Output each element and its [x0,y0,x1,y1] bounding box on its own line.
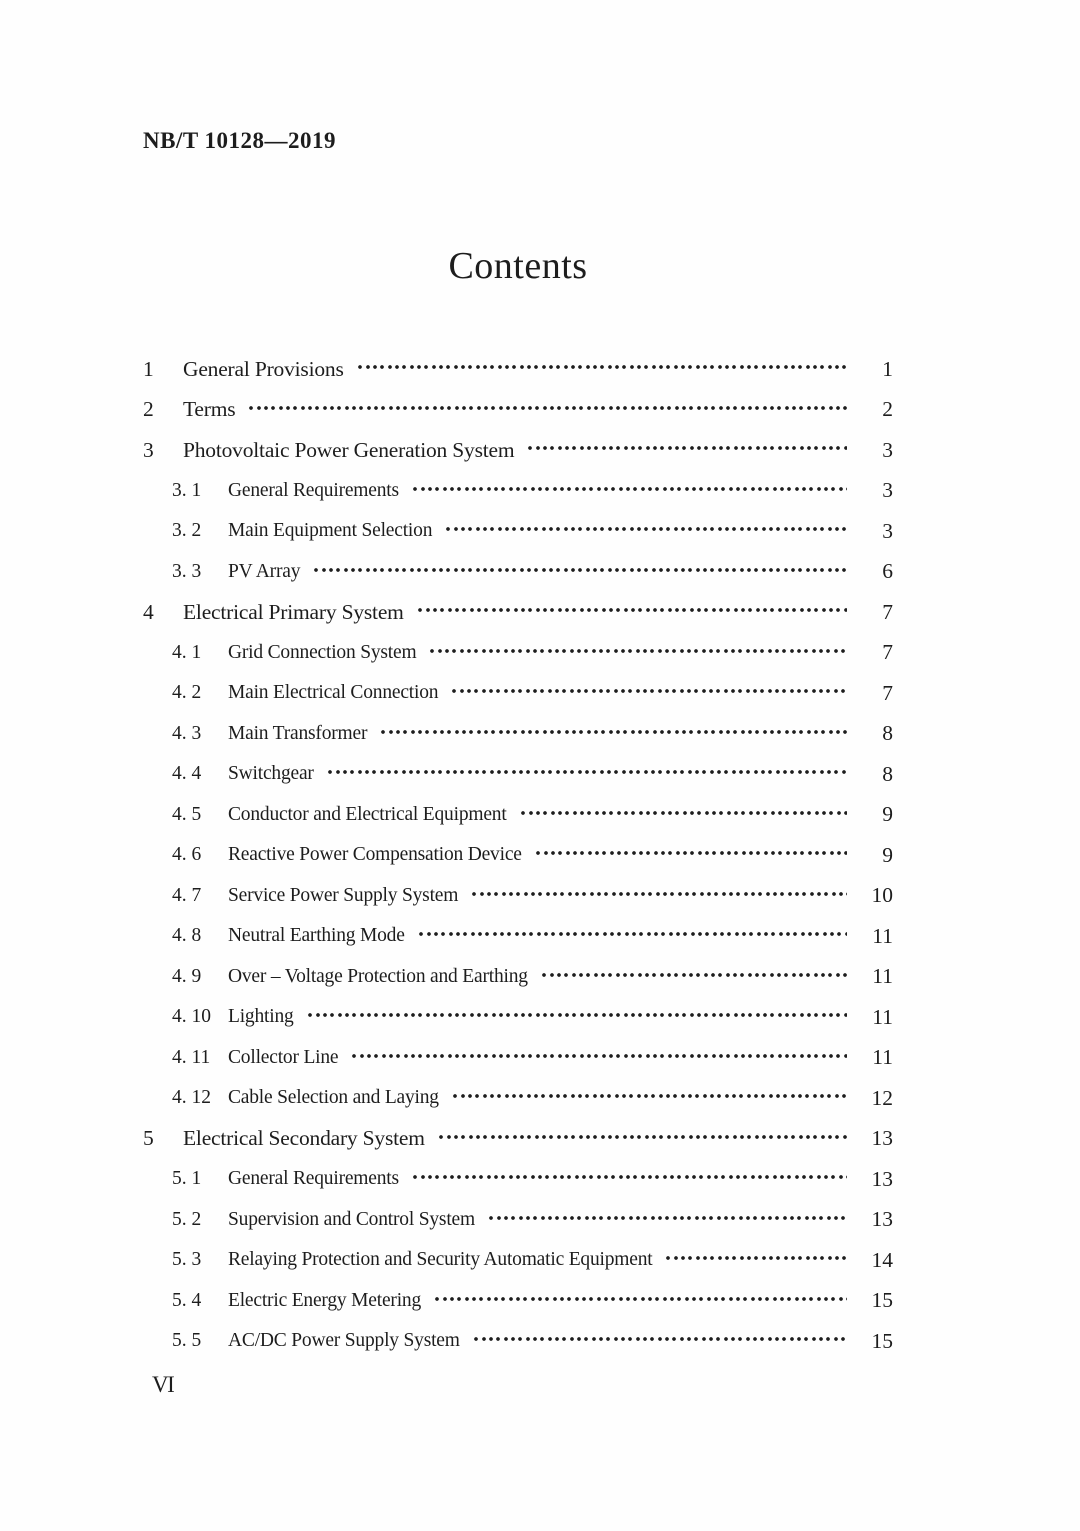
dot-leader [470,876,847,917]
standard-number-header: NB/T 10128—2019 [143,128,337,153]
toc-entry-page: 7 [882,680,893,705]
toc-entry-title: Reactive Power Compensation Device [228,844,522,866]
toc-entry-number: 5. 3 [172,1249,202,1271]
toc-entry [143,1200,893,1241]
toc-entry [143,1321,893,1362]
toc-entry [143,1038,893,1079]
toc-entry-number: 4. 11 [172,1046,211,1068]
toc-entry [143,916,893,957]
toc-entry-number: 4. 10 [172,1006,211,1028]
toc-entry [143,754,893,795]
dot-leader [326,754,847,795]
toc-entry-page: 7 [882,599,893,624]
toc-entry-number: 4. 8 [172,925,202,947]
page-number-footer: VI [152,1372,174,1397]
toc-entry-page: 13 [871,1126,893,1151]
toc-entry-page: 9 [882,842,893,867]
toc-entry-title: Switchgear [228,763,314,785]
toc-entry [143,471,893,512]
toc-entry-number: 4. 6 [172,844,202,866]
toc-entry-title: Terms [183,397,236,422]
toc-entry-page: 14 [871,1247,893,1272]
toc-entry [143,1159,893,1200]
toc-entry-title: Main Equipment Selection [228,520,433,542]
toc-entry-title: Neutral Earthing Mode [228,925,405,947]
toc-entry [143,835,893,876]
dot-leader [411,1159,847,1200]
toc-entry-number: 3 [143,437,154,462]
toc-entry-title: AC/DC Power Supply System [228,1330,460,1352]
toc-entry-number: 4. 4 [172,763,202,785]
dot-leader [437,1119,847,1160]
dot-leader [540,957,847,998]
toc-entry-page: 12 [871,1085,893,1110]
toc-entry [143,390,893,431]
dot-leader [526,430,847,471]
toc-entry-page: 10 [871,883,893,908]
dot-leader [433,1281,847,1322]
toc-entry-page: 11 [872,1045,893,1070]
toc-entry [143,511,893,552]
toc-entry-number: 4. 5 [172,803,202,825]
toc-entry-title: Service Power Supply System [228,884,459,906]
toc-entry [143,714,893,755]
toc-entry-page: 3 [882,518,893,543]
toc-entry-page: 11 [872,1004,893,1029]
dot-leader [356,349,847,390]
dot-leader [428,633,847,674]
toc-entry-number: 5. 2 [172,1208,202,1230]
toc-entry-page: 6 [882,559,893,584]
toc-list [143,349,893,1362]
toc-entry-title: Electrical Secondary System [183,1126,425,1151]
dot-leader [416,592,847,633]
toc-entry-number: 4. 9 [172,965,202,987]
toc-entry-number: 1 [143,356,154,381]
toc-entry [143,430,893,471]
toc-entry-number: 5. 4 [172,1289,202,1311]
dot-leader [350,1038,847,1079]
toc-entry [143,349,893,390]
toc-entry [143,592,893,633]
toc-entry-title: Cable Selection and Laying [228,1087,439,1109]
toc-entry-page: 11 [872,964,893,989]
toc-entry-number: 5 [143,1126,154,1151]
toc-entry-title: Main Electrical Connection [228,682,439,704]
toc-entry-title: Photovoltaic Power Generation System [183,437,515,462]
toc-entry-title: General Requirements [228,1168,399,1190]
toc-entry-number: 4. 1 [172,641,202,663]
dot-leader [450,673,847,714]
toc-entry [143,673,893,714]
toc-entry-title: Main Transformer [228,722,368,744]
toc-entry-number: 4 [143,599,154,624]
toc-entry-title: Collector Line [228,1046,339,1068]
toc-entry-title: Relaying Protection and Security Automatic Equipment [228,1249,653,1271]
toc-entry-number: 4. 2 [172,682,202,704]
toc-entry-title: Electric Energy Metering [228,1289,422,1311]
toc-entry [143,552,893,593]
dot-leader [312,552,847,593]
toc-entry [143,876,893,917]
toc-entry-number: 4. 3 [172,722,202,744]
toc-entry-page: 7 [882,640,893,665]
toc-entry [143,633,893,674]
toc-entry [143,1281,893,1322]
toc-entry-page: 1 [882,356,893,381]
toc-entry-page: 15 [871,1288,893,1313]
dot-leader [306,997,847,1038]
toc-entry-page: 8 [882,761,893,786]
dot-leader [247,390,847,431]
dot-leader [379,714,847,755]
toc-entry-page: 9 [882,802,893,827]
toc-entry-number: 4. 7 [172,884,202,906]
toc-entry [143,1119,893,1160]
toc-entry-number: 5. 5 [172,1330,202,1352]
toc-entry-title: Electrical Primary System [183,599,404,624]
dot-leader [519,795,847,836]
toc-entry-number: 5. 1 [172,1168,202,1190]
dot-leader [417,916,847,957]
toc-entry-page: 8 [882,721,893,746]
toc-entry-number: 3. 3 [172,560,202,582]
toc-entry-number: 4. 12 [172,1087,211,1109]
dot-leader [487,1200,847,1241]
dot-leader [534,835,847,876]
toc-entry-page: 3 [882,478,893,503]
toc-entry-title: Over – Voltage Protection and Earthing [228,965,528,987]
dot-leader [451,1078,847,1119]
toc-entry [143,795,893,836]
toc-entry-page: 13 [871,1207,893,1232]
dot-leader [444,511,847,552]
toc-entry-number: 3. 2 [172,520,202,542]
page-title: Contents [448,245,588,287]
toc-entry-title: Lighting [228,1006,294,1028]
toc-entry-title: General Requirements [228,479,399,501]
toc-entry-title: General Provisions [183,356,344,381]
toc-entry-title: Supervision and Control System [228,1208,475,1230]
toc-entry-page: 15 [871,1328,893,1353]
toc-entry-page: 3 [882,437,893,462]
dot-leader [664,1240,847,1281]
toc-entry [143,1078,893,1119]
toc-entry-page: 2 [882,397,893,422]
toc-entry-title: Grid Connection System [228,641,417,663]
toc-entry-number: 3. 1 [172,479,202,501]
toc-entry [143,997,893,1038]
toc-entry-title: PV Array [228,560,301,582]
toc-entry-page: 11 [872,923,893,948]
dot-leader [411,471,847,512]
toc-entry-page: 13 [871,1166,893,1191]
toc-entry [143,1240,893,1281]
toc-entry [143,957,893,998]
toc-entry-number: 2 [143,397,154,422]
toc-entry-title: Conductor and Electrical Equipment [228,803,507,825]
dot-leader [472,1321,847,1362]
